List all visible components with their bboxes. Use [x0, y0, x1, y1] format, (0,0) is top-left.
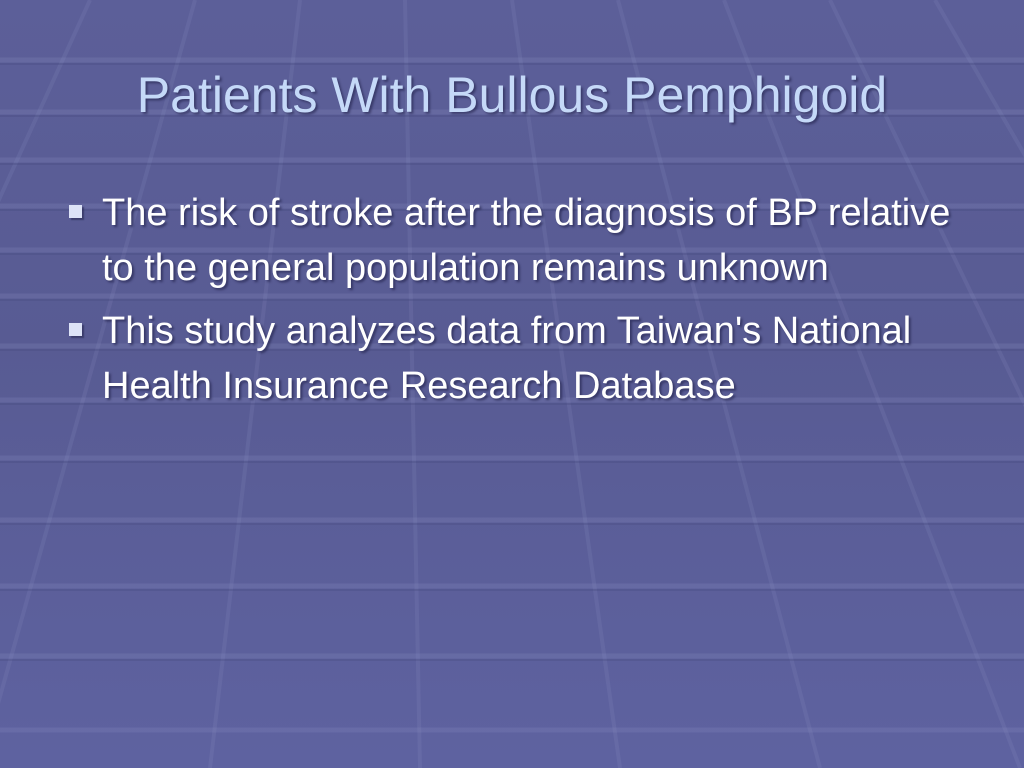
- bullet-text: This study analyzes data from Taiwan's National Health Insurance Research Database: [102, 310, 912, 407]
- slide-title: Patients With Bullous Pemphigoid: [136, 67, 888, 123]
- bullet-text: The risk of stroke after the diagnosis of BP relative to the general population remains unknown: [102, 192, 951, 289]
- square-bullet-icon: [69, 205, 82, 218]
- bullet-item: [62, 304, 972, 414]
- square-bullet-icon: [69, 323, 82, 336]
- bullet-list: [62, 186, 972, 422]
- bullet-item: [62, 186, 972, 296]
